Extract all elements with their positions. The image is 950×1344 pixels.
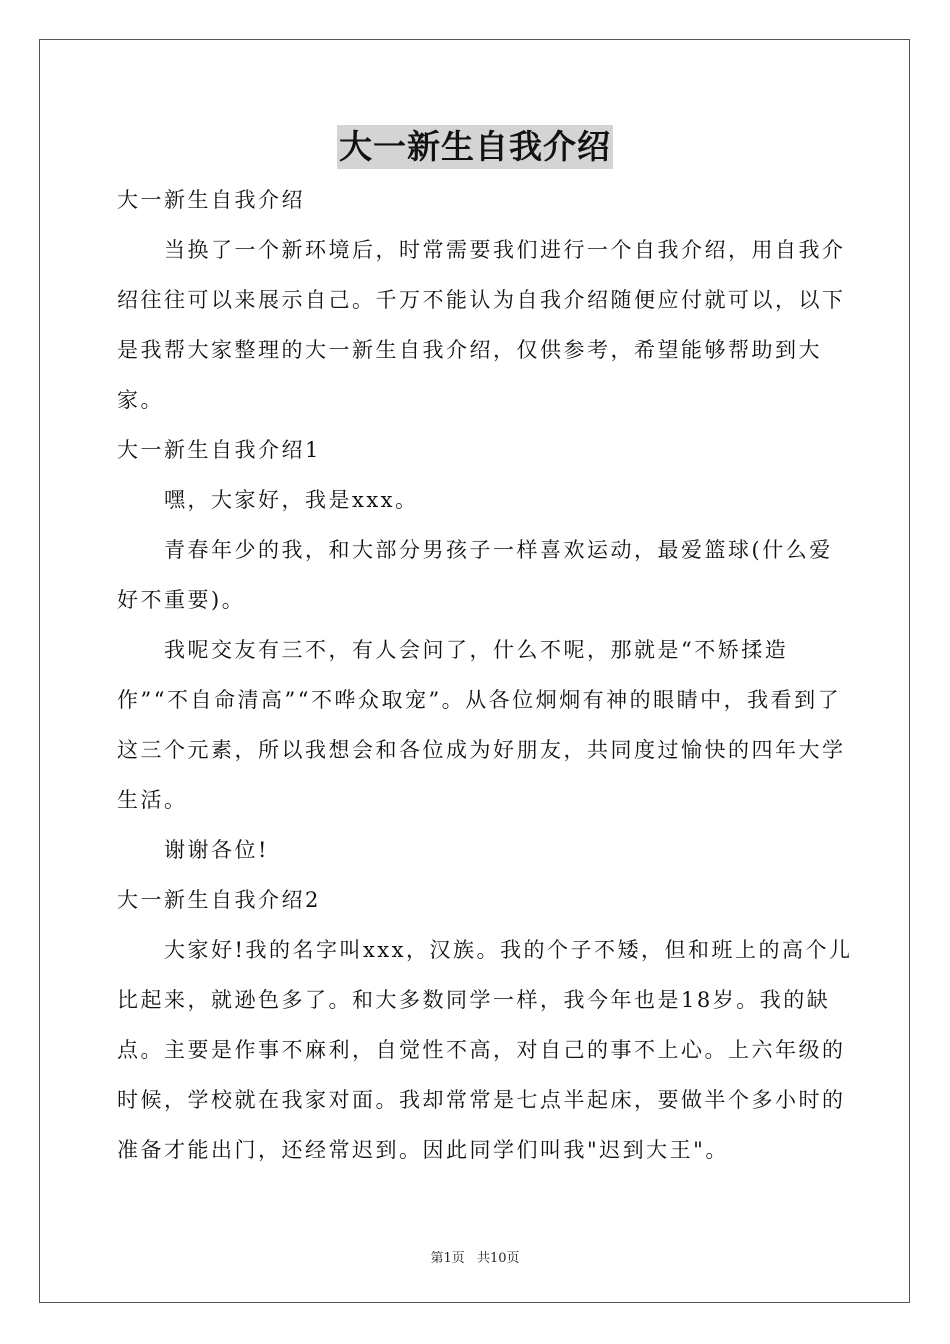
document-body (117, 175, 853, 1175)
document-title: 大一新生自我介绍 (337, 125, 613, 169)
section-heading: 大一新生自我介绍1 (117, 438, 321, 462)
page-footer (0, 1247, 950, 1266)
body-paragraph: 谢谢各位! (164, 838, 269, 862)
section-heading: 大一新生自我介绍2 (117, 888, 321, 912)
body-paragraph: 嘿，大家好，我是xxx。 (164, 488, 419, 512)
page-number: 第1页 (430, 1251, 465, 1266)
section-heading: 大一新生自我介绍 (117, 188, 305, 212)
body-paragraph: 大家好!我的名字叫xxx，汉族。我的个子不矮，但和班上的高个儿比起来，就逊色多了。和大多数同学一样，我今年也是18岁。我的缺点。主要是作事不麻利，自觉性不高，对自己的事不上心。上六年级的时候，学校就在我家对面。我却常常是七点半起床，要做半个多小时的准备才能出门，还经常迟到。因此同学们叫我"迟到大王"。 (117, 938, 853, 1162)
body-paragraph: 我呢交友有三不，有人会问了，什么不呢，那就是“不矫揉造作”“不自命清高”“不哗众取宠”。从各位炯炯有神的眼睛中，我看到了这三个元素，所以我想会和各位成为好朋友，共同度过愉快的四年大学生活。 (117, 638, 846, 812)
title-container (0, 125, 950, 169)
body-paragraph: 青春年少的我，和大部分男孩子一样喜欢运动，最爱篮球(什么爱好不重要)。 (117, 538, 833, 612)
page-total: 共10页 (476, 1251, 520, 1266)
intro-paragraph: 当换了一个新环境后，时常需要我们进行一个自我介绍，用自我介绍往往可以来展示自己。千万不能认为自我介绍随便应付就可以，以下是我帮大家整理的大一新生自我介绍，仅供参考，希望能够帮助到大家。 (117, 238, 846, 412)
